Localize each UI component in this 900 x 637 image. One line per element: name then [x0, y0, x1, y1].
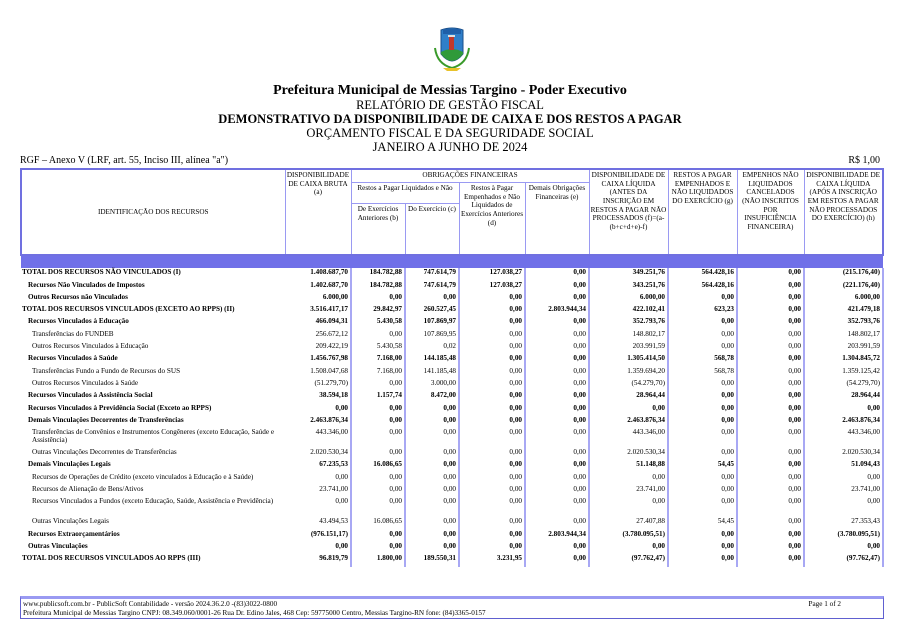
value-a: 209.422,19	[285, 342, 351, 354]
value-h: 0,00	[804, 404, 883, 416]
row-label: Recursos Vinculados à Educação	[28, 317, 129, 326]
value-g: 564.428,16	[668, 268, 737, 280]
report-title: DEMONSTRATIVO DA DISPONIBILIDADE DE CAIXA E DOS RESTOS A PAGAR	[218, 112, 682, 126]
value-canc: 0,00	[737, 305, 804, 317]
value-canc: 0,00	[737, 428, 804, 448]
value-b: 184.782,88	[351, 281, 405, 293]
entity-title: Prefeitura Municipal de Messias Targino - Poder Executivo	[273, 83, 627, 98]
value-c: 0,00	[405, 497, 459, 517]
value-h: 51.094,43	[804, 460, 883, 472]
value-h: 148.802,17	[804, 330, 883, 342]
table-row	[21, 416, 883, 428]
value-canc: 0,00	[737, 448, 804, 460]
value-e: 2.803.944,34	[525, 530, 589, 542]
value-d: 0,00	[459, 485, 525, 497]
value-b: 1.157,74	[351, 391, 405, 403]
value-e: 0,00	[525, 497, 589, 517]
value-f: (97.762,47)	[589, 554, 668, 566]
value-a: 1.508.047,68	[285, 367, 351, 379]
row-label: Outras Vinculações Decorrentes de Transferências	[32, 448, 177, 457]
table-row	[21, 293, 883, 305]
value-d: 3.231,95	[459, 554, 525, 566]
table-row	[21, 473, 883, 485]
value-e: 0,00	[525, 448, 589, 460]
table-row	[21, 404, 883, 416]
value-c: 0,02	[405, 342, 459, 354]
value-h: 2.020.530,34	[804, 448, 883, 460]
table-row	[21, 460, 883, 472]
value-b: 0,00	[351, 330, 405, 342]
value-c: 747.614,79	[405, 268, 459, 280]
value-e: 0,00	[525, 317, 589, 329]
value-d: 0,00	[459, 542, 525, 554]
software-info: www.publicsoft.com.br - PublicSoft Contabilidade - versão 2024.36.2.0 -(83)3022-0800	[23, 600, 278, 608]
value-b: 0,00	[351, 293, 405, 305]
value-h: 28.964,44	[804, 391, 883, 403]
value-b: 1.800,00	[351, 554, 405, 566]
row-label: Recursos de Operações de Crédito (exceto vinculados à Educação e à Saúde)	[32, 472, 254, 481]
col-header-h: DISPONIBILIDADE DE CAIXA LÍQUIDA (APÓS A INSCRIÇÃO EM RESTOS A PAGAR NÃO PROCESSADOS DO EXERCÍCIO) (h)	[804, 169, 883, 255]
value-h: 1.359.125,42	[804, 367, 883, 379]
col-header-a: DISPONIBILIDADE DE CAIXA BRUTA (a)	[285, 169, 351, 255]
value-g: 0,00	[668, 416, 737, 428]
col-header-f: DISPONIBILIDADE DE CAIXA LÍQUIDA (ANTES DA INSCRIÇÃO EM RESTOS A PAGAR NÃO PROCESSADOS (f)=(a-(b+c+d+e)-f)	[589, 169, 668, 255]
annex-reference: RGF – Anexo V (LRF, art. 55, Inciso III, alínea "a")	[20, 155, 229, 166]
value-canc: 0,00	[737, 354, 804, 366]
value-g: 568,78	[668, 367, 737, 379]
value-e: 0,00	[525, 342, 589, 354]
value-e: 0,00	[525, 391, 589, 403]
value-d: 0,00	[459, 473, 525, 485]
value-b: 0,00	[351, 404, 405, 416]
value-a: (976.151,17)	[285, 530, 351, 542]
value-h: 0,00	[804, 497, 883, 517]
value-f: 1.359.694,20	[589, 367, 668, 379]
value-a: 0,00	[285, 542, 351, 554]
col-header-cancelados: EMPENHOS NÃO LIQUIDADOS CANCELADOS (NÃO INSCRITOS POR INSUFICIÊNCIA FINANCEIRA)	[737, 169, 804, 255]
budget-scope: ORÇAMENTO FISCAL E DA SEGURIDADE SOCIAL	[306, 126, 594, 140]
value-a: 67.235,53	[285, 460, 351, 472]
value-canc: 0,00	[737, 554, 804, 566]
col-header-d: Restos à Pagar Empenhados e Não Liquidados de Exercícios Anteriores (d)	[459, 183, 525, 256]
value-canc: 0,00	[737, 497, 804, 517]
currency-unit: R$ 1,00	[848, 155, 880, 166]
value-d: 0,00	[459, 448, 525, 460]
row-label: Demais Vinculações Legais	[28, 460, 111, 469]
value-h: (97.762,47)	[804, 554, 883, 566]
value-g: 0,00	[668, 448, 737, 460]
row-label: Recursos Vinculados à Previdência Social (Exceto ao RPPS)	[28, 403, 212, 412]
value-canc: 0,00	[737, 317, 804, 329]
row-label: Outros Recursos Vinculados à Saúde	[32, 378, 139, 387]
page-number: Page 1 of 2	[808, 600, 841, 608]
value-h: (54.279,70)	[804, 379, 883, 391]
value-canc: 0,00	[737, 330, 804, 342]
value-canc: 0,00	[737, 460, 804, 472]
value-a: 3.516.417,17	[285, 305, 351, 317]
value-g: 0,00	[668, 317, 737, 329]
row-label: Recursos Não Vinculados de Impostos	[28, 280, 145, 289]
value-b: 0,00	[351, 428, 405, 448]
value-c: 0,00	[405, 460, 459, 472]
value-c: 0,00	[405, 428, 459, 448]
col-header-obrigacoes: OBRIGAÇÕES FINANCEIRAS	[351, 169, 589, 183]
value-c: 0,00	[405, 404, 459, 416]
value-canc: 0,00	[737, 281, 804, 293]
value-canc: 0,00	[737, 293, 804, 305]
table-row	[21, 367, 883, 379]
value-b: 7.168,00	[351, 367, 405, 379]
value-d: 0,00	[459, 391, 525, 403]
value-c: 747.614,79	[405, 281, 459, 293]
value-g: 0,00	[668, 428, 737, 448]
table-row	[21, 379, 883, 391]
value-h: 23.741,00	[804, 485, 883, 497]
table-row	[21, 354, 883, 366]
value-g: 564.428,16	[668, 281, 737, 293]
value-f: 2.463.876,34	[589, 416, 668, 428]
value-g: 0,00	[668, 485, 737, 497]
value-f: 0,00	[589, 497, 668, 517]
report-period: JANEIRO A JUNHO DE 2024	[372, 140, 528, 154]
value-f: 422.102,41	[589, 305, 668, 317]
table-row	[21, 342, 883, 354]
value-d: 0,00	[459, 428, 525, 448]
value-g: 54,45	[668, 517, 737, 529]
value-e: 0,00	[525, 354, 589, 366]
value-canc: 0,00	[737, 416, 804, 428]
value-e: 0,00	[525, 428, 589, 448]
value-canc: 0,00	[737, 367, 804, 379]
value-a: 0,00	[285, 473, 351, 485]
col-header-g: RESTOS A PAGAR EMPENHADOS E NÃO LIQUIDADOS DO EXERCÍCIO (g)	[668, 169, 737, 255]
value-e: 0,00	[525, 293, 589, 305]
table-row	[21, 305, 883, 317]
value-d: 127.038,27	[459, 281, 525, 293]
value-f: 349.251,76	[589, 268, 668, 280]
value-d: 0,00	[459, 342, 525, 354]
value-d: 0,00	[459, 379, 525, 391]
row-label: Transferências Fundo a Fundo de Recursos do SUS	[32, 366, 181, 375]
row-label: Recursos Vinculados a Fundos (exceto Educação, Saúde, Assistência e Previdência)	[32, 497, 274, 506]
table-row	[21, 317, 883, 329]
table-row	[21, 391, 883, 403]
value-a: 256.672,12	[285, 330, 351, 342]
row-label: Outros Recursos não Vinculados	[28, 292, 128, 301]
value-c: 107.869,97	[405, 317, 459, 329]
value-g: 0,00	[668, 391, 737, 403]
value-f: 27.407,88	[589, 517, 668, 529]
value-b: 7.168,00	[351, 354, 405, 366]
value-f: 28.964,44	[589, 391, 668, 403]
value-canc: 0,00	[737, 268, 804, 280]
row-label: Recursos Extraorçamentários	[28, 529, 120, 538]
value-a: 43.494,53	[285, 517, 351, 529]
value-a: 466.094,31	[285, 317, 351, 329]
value-a: 6.000,00	[285, 293, 351, 305]
value-f: 203.991,59	[589, 342, 668, 354]
value-d: 0,00	[459, 367, 525, 379]
row-label: Outras Vinculações	[28, 541, 88, 550]
table-row	[21, 497, 883, 517]
value-h: 2.463.876,34	[804, 416, 883, 428]
value-e: 0,00	[525, 460, 589, 472]
value-f: 6.000,00	[589, 293, 668, 305]
value-a: (51.279,70)	[285, 379, 351, 391]
row-label: Outras Vinculações Legais	[32, 517, 109, 526]
value-a: 23.741,00	[285, 485, 351, 497]
row-label: Transferências de Convênios e Instrumentos Congêneres (exceto Educação, Saúde e Assistência)	[32, 428, 275, 445]
value-f: 1.305.414,50	[589, 354, 668, 366]
table-row	[21, 268, 883, 280]
value-b: 0,00	[351, 542, 405, 554]
col-header-b: De Exercícios Anteriores (b)	[351, 204, 405, 256]
value-b: 0,00	[351, 530, 405, 542]
value-d: 0,00	[459, 460, 525, 472]
value-e: 0,00	[525, 268, 589, 280]
value-canc: 0,00	[737, 473, 804, 485]
value-b: 5.430,58	[351, 317, 405, 329]
table-row	[21, 428, 883, 448]
col-header-rp-liquidados: Restos a Pagar Liquidados e Não	[351, 183, 459, 204]
value-f: 443.346,00	[589, 428, 668, 448]
cash-availability-table	[20, 168, 884, 567]
value-c: 8.472,00	[405, 391, 459, 403]
value-g: 0,00	[668, 342, 737, 354]
row-label: Demais Vinculações Decorrentes de Transferências	[28, 415, 184, 424]
value-e: 0,00	[525, 379, 589, 391]
table-row	[21, 530, 883, 542]
value-c: 189.550,31	[405, 554, 459, 566]
value-d: 0,00	[459, 530, 525, 542]
value-c: 0,00	[405, 542, 459, 554]
value-b: 16.086,65	[351, 517, 405, 529]
row-label: TOTAL DOS RECURSOS NÃO VINCULADOS (I)	[22, 268, 181, 277]
value-c: 0,00	[405, 416, 459, 428]
col-header-identificacao: IDENTIFICAÇÃO DOS RECURSOS	[21, 169, 285, 255]
value-f: 0,00	[589, 542, 668, 554]
row-label: TOTAL DOS RECURSOS VINCULADOS AO RPPS (III)	[22, 554, 201, 563]
value-h: (221.176,40)	[804, 281, 883, 293]
value-c: 0,00	[405, 485, 459, 497]
value-f: (54.279,70)	[589, 379, 668, 391]
value-c: 141.185,48	[405, 367, 459, 379]
table-row	[21, 281, 883, 293]
value-h: 352.793,76	[804, 317, 883, 329]
value-e: 0,00	[525, 416, 589, 428]
value-e: 0,00	[525, 404, 589, 416]
value-e: 0,00	[525, 281, 589, 293]
value-g: 0,00	[668, 293, 737, 305]
value-e: 0,00	[525, 330, 589, 342]
value-f: 51.148,88	[589, 460, 668, 472]
row-label: Recursos Vinculados à Saúde	[28, 354, 118, 363]
value-a: 1.402.687,70	[285, 281, 351, 293]
value-canc: 0,00	[737, 379, 804, 391]
value-b: 29.842,97	[351, 305, 405, 317]
value-a: 0,00	[285, 497, 351, 517]
value-h: 0,00	[804, 542, 883, 554]
value-e: 2.803.944,34	[525, 305, 589, 317]
row-label: Outros Recursos Vinculados à Educação	[32, 342, 149, 351]
value-f: 23.741,00	[589, 485, 668, 497]
value-canc: 0,00	[737, 342, 804, 354]
value-a: 443.346,00	[285, 428, 351, 448]
entity-address: Prefeitura Municipal de Messias Targino CNPJ: 08.349.060/0001-26 Rua Dr. Edino Jales, 468 Cep: 59775000 Centro, Messias Targino-RN fone: (84)3365-0157	[23, 609, 486, 617]
value-f: 343.251,76	[589, 281, 668, 293]
value-canc: 0,00	[737, 542, 804, 554]
row-label: Transferências do FUNDEB	[32, 329, 114, 338]
value-b: 0,00	[351, 473, 405, 485]
value-c: 3.000,00	[405, 379, 459, 391]
value-e: 0,00	[525, 517, 589, 529]
value-h: 421.479,18	[804, 305, 883, 317]
value-c: 0,00	[405, 517, 459, 529]
value-b: 0,00	[351, 485, 405, 497]
table-row	[21, 517, 883, 529]
value-h: 0,00	[804, 473, 883, 485]
value-h: 1.304.845,72	[804, 354, 883, 366]
value-b: 0,00	[351, 379, 405, 391]
value-d: 0,00	[459, 305, 525, 317]
value-h: 27.353,43	[804, 517, 883, 529]
value-a: 2.020.530,34	[285, 448, 351, 460]
table-row	[21, 542, 883, 554]
value-canc: 0,00	[737, 517, 804, 529]
value-b: 0,00	[351, 448, 405, 460]
table-row	[21, 448, 883, 460]
value-g: 623,23	[668, 305, 737, 317]
table-row	[21, 485, 883, 497]
value-b: 5.430,58	[351, 342, 405, 354]
table-row	[21, 554, 883, 566]
value-f: 0,00	[589, 473, 668, 485]
value-d: 0,00	[459, 354, 525, 366]
value-c: 0,00	[405, 530, 459, 542]
value-g: 54,45	[668, 460, 737, 472]
value-f: 2.020.530,34	[589, 448, 668, 460]
value-b: 16.086,65	[351, 460, 405, 472]
value-canc: 0,00	[737, 391, 804, 403]
value-c: 0,00	[405, 448, 459, 460]
value-d: 0,00	[459, 416, 525, 428]
row-label: Recursos de Alienação de Bens/Ativos	[32, 485, 144, 494]
value-e: 0,00	[525, 554, 589, 566]
value-a: 96.819,79	[285, 554, 351, 566]
value-g: 0,00	[668, 554, 737, 566]
col-header-c: Do Exercício (c)	[405, 204, 459, 256]
value-a: 1.456.767,98	[285, 354, 351, 366]
value-g: 0,00	[668, 404, 737, 416]
report-name: RELATÓRIO DE GESTÃO FISCAL	[356, 98, 544, 112]
value-c: 0,00	[405, 293, 459, 305]
value-b: 0,00	[351, 497, 405, 517]
value-c: 107.869,95	[405, 330, 459, 342]
value-a: 0,00	[285, 404, 351, 416]
value-d: 0,00	[459, 330, 525, 342]
value-a: 2.463.876,34	[285, 416, 351, 428]
value-canc: 0,00	[737, 404, 804, 416]
value-g: 0,00	[668, 330, 737, 342]
value-f: 0,00	[589, 404, 668, 416]
value-g: 0,00	[668, 497, 737, 517]
value-g: 0,00	[668, 530, 737, 542]
value-h: 6.000,00	[804, 293, 883, 305]
row-label: TOTAL DOS RECURSOS VINCULADOS (EXCETO AO RPPS) (II)	[22, 305, 235, 314]
page-footer	[20, 596, 884, 619]
value-h: (3.780.095,51)	[804, 530, 883, 542]
value-e: 0,00	[525, 367, 589, 379]
value-g: 0,00	[668, 473, 737, 485]
value-a: 1.408.687,70	[285, 268, 351, 280]
coat-of-arms-logo	[427, 24, 477, 74]
value-e: 0,00	[525, 542, 589, 554]
value-d: 127.038,27	[459, 268, 525, 280]
value-b: 184.782,88	[351, 268, 405, 280]
value-f: (3.780.095,51)	[589, 530, 668, 542]
value-b: 0,00	[351, 416, 405, 428]
value-g: 0,00	[668, 379, 737, 391]
value-h: 203.991,59	[804, 342, 883, 354]
value-h: 443.346,00	[804, 428, 883, 448]
value-a: 38.594,18	[285, 391, 351, 403]
value-canc: 0,00	[737, 530, 804, 542]
value-c: 260.527,45	[405, 305, 459, 317]
value-d: 0,00	[459, 497, 525, 517]
value-d: 0,00	[459, 317, 525, 329]
value-f: 148.802,17	[589, 330, 668, 342]
value-d: 0,00	[459, 293, 525, 305]
value-c: 0,00	[405, 473, 459, 485]
col-header-e: Demais Obrigações Financeiras (e)	[525, 183, 589, 256]
value-e: 0,00	[525, 485, 589, 497]
value-c: 144.185,48	[405, 354, 459, 366]
table-row	[21, 330, 883, 342]
value-canc: 0,00	[737, 485, 804, 497]
value-e: 0,00	[525, 473, 589, 485]
value-d: 0,00	[459, 517, 525, 529]
row-label: Recursos Vinculados à Assistência Social	[28, 391, 153, 400]
value-f: 352.793,76	[589, 317, 668, 329]
value-g: 0,00	[668, 542, 737, 554]
value-h: (215.176,40)	[804, 268, 883, 280]
value-g: 568,78	[668, 354, 737, 366]
value-d: 0,00	[459, 404, 525, 416]
